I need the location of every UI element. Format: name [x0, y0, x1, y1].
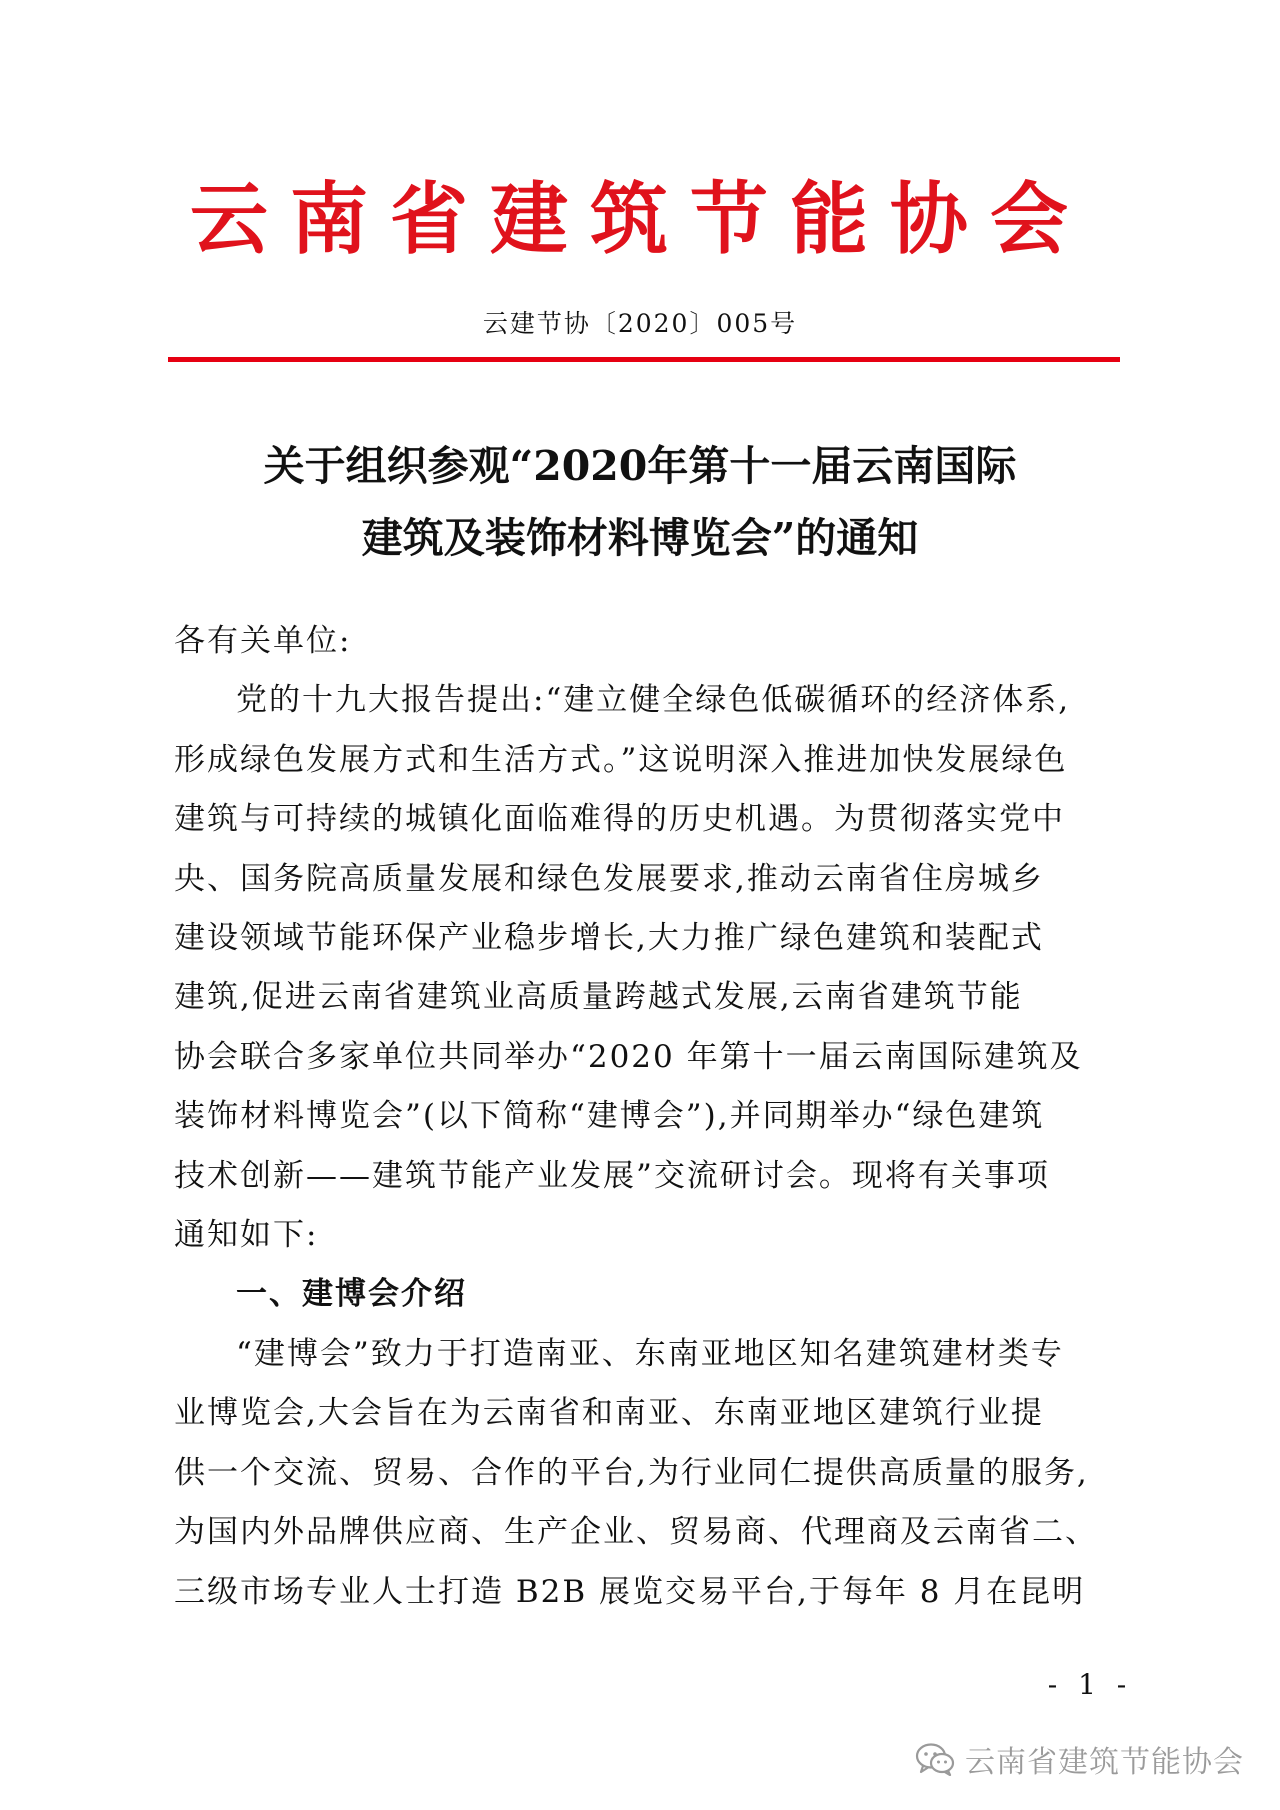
- paragraph-line: “建博会”致力于打造南亚、东南亚地区知名建筑建材类专: [236, 1335, 1064, 1372]
- paragraph-line: 装饰材料博览会”(以下简称“建博会”),并同期举办“绿色建筑: [174, 1098, 1045, 1135]
- wechat-watermark: [915, 1734, 1244, 1784]
- paragraph-line: 三级市场专业人士打造 B2B 展览交易平台,于每年 8 月在昆明: [174, 1573, 1086, 1610]
- page-number: - 1 -: [1047, 1668, 1133, 1701]
- title-line-2: 建筑及装饰材料博览会”的通知: [361, 514, 919, 562]
- watermark-text: 云南省建筑节能协会: [965, 1745, 1244, 1780]
- organization-header: 云南省建筑节能协会: [189, 174, 1090, 265]
- paragraph-line: 建筑,促进云南省建筑业高质量跨越式发展,云南省建筑节能: [174, 979, 1023, 1016]
- paragraph-line: 央、国务院高质量发展和绿色发展要求,推动云南省住房城乡: [174, 860, 1044, 897]
- paragraph-line: 党的十九大报告提出:“建立健全绿色低碳循环的经济体系,: [236, 682, 1071, 719]
- paragraph-line: 业博览会,大会旨在为云南省和南亚、东南亚地区建筑行业提: [174, 1395, 1044, 1432]
- paragraph-line: 建设领域节能环保产业稳步增长,大力推广绿色建筑和装配式: [174, 920, 1044, 957]
- paragraph-line: 协会联合多家单位共同举办“2020 年第十一届云南国际建筑及: [174, 1038, 1083, 1075]
- document-number: 云建节协〔2020〕005号: [482, 309, 798, 338]
- title-line-1: 关于组织参观“2020年第十一届云南国际: [263, 442, 1017, 490]
- red-divider-rule: [168, 357, 1120, 362]
- paragraph-line: 建筑与可持续的城镇化面临难得的历史机遇。为贯彻落实党中: [174, 801, 1065, 838]
- paragraph-line: 通知如下:: [174, 1217, 319, 1254]
- paragraph-line: 技术创新——建筑节能产业发展”交流研讨会。现将有关事项: [174, 1157, 1050, 1194]
- paragraph-line: 形成绿色发展方式和生活方式。”这说明深入推进加快发展绿色: [174, 741, 1068, 778]
- wechat-icon: [915, 1742, 955, 1776]
- notice-title: [120, 430, 1160, 574]
- paragraph-line: 为国内外品牌供应商、生产企业、贸易商、代理商及云南省二、: [174, 1514, 1098, 1551]
- paragraph-line: 供一个交流、贸易、合作的平台,为行业同仁提供高质量的服务,: [174, 1454, 1089, 1491]
- section-heading: 一、建博会介绍: [236, 1276, 467, 1313]
- salutation: 各有关单位:: [174, 623, 352, 659]
- document-body: [174, 612, 1122, 1622]
